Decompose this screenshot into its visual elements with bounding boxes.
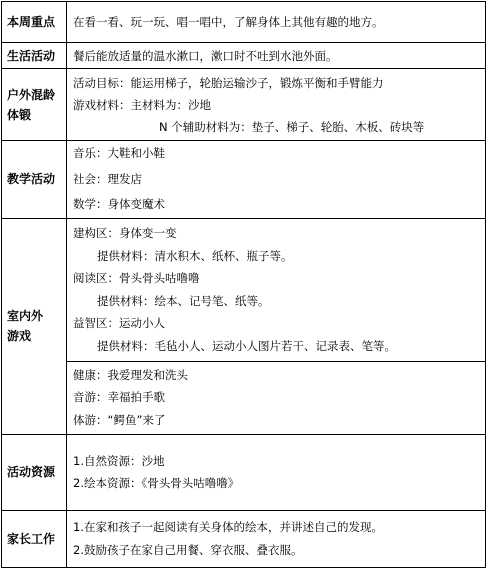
content-parent-work — [67, 510, 486, 567]
game-health-line: 健康：我爱理发和洗头 — [73, 367, 188, 382]
label-games-line2: 游戏 — [7, 329, 32, 343]
weekly-plan-table — [1, 1, 486, 568]
row-outdoor-mixed-age — [2, 69, 486, 141]
outdoor-goal-line: 活动目标：能运用梯子，轮胎运输沙子，锻炼平衡和手臂能力 — [73, 75, 384, 90]
life-activity-line: 餐后能放适量的温水漱口，漱口时不吐到水池外面。 — [73, 48, 338, 63]
area-puzzle-materials: 提供材料：毛毡小人、运动小人图片若干、记录表、笔等。 — [97, 338, 396, 353]
area-puzzle-line: 益智区：运动小人 — [73, 316, 165, 330]
outdoor-aux-material-line: N 个辅助材料为：垫子、梯子、轮胎、木板、砖块等 — [159, 119, 425, 134]
area-reading-materials: 提供材料：绘本、记号笔、纸等。 — [97, 293, 270, 308]
area-reading-line: 阅读区：骨头骨头咕噜噜 — [73, 271, 200, 285]
teaching-social-line: 社会：理发店 — [73, 171, 142, 186]
label-games-line1: 室内外 — [7, 309, 44, 323]
parent-work-line-1: 1.在家和孩子一起阅读有关身体的绘本，并讲述自己的发现。 — [73, 520, 383, 534]
label-indoor-outdoor-games — [2, 218, 67, 434]
label-parent-work: 家长工作 — [2, 510, 67, 567]
label-life-activity: 生活活动 — [2, 43, 67, 69]
row-activity-resources — [2, 434, 486, 510]
text-weekly-focus — [67, 2, 486, 43]
weekly-focus-line: 在看一看、玩一玩、唱一唱中，了解身体上其他有趣的地方。 — [73, 15, 384, 29]
row-indoor-outdoor-areas — [2, 218, 486, 361]
teaching-music-line: 音乐：大鞋和小鞋 — [73, 146, 165, 160]
row-parent-work — [2, 510, 486, 567]
resource-book-line: 2.绘本资源：《骨头骨头咕噜噜》 — [73, 476, 240, 490]
label-outdoor-mixed-age — [2, 69, 67, 141]
label-outdoor-line2: 体锻 — [7, 107, 32, 122]
game-music-line: 音游：幸福拍手歌 — [73, 390, 165, 405]
row-life-activity — [2, 43, 486, 69]
row-teaching-activity — [2, 141, 486, 219]
content-games — [67, 361, 486, 434]
text-life-activity — [67, 43, 486, 69]
content-teaching-activity — [67, 141, 486, 219]
row-indoor-outdoor-games — [2, 361, 486, 434]
row-weekly-focus — [2, 2, 486, 43]
label-weekly-focus: 本周重点 — [2, 2, 67, 43]
area-construction-line: 建构区：身体变一变 — [73, 226, 177, 240]
area-construction-materials: 提供材料：清水积木、纸杯、瓶子等。 — [97, 248, 293, 263]
game-sports-line: 体游：“鳄鱼”来了 — [73, 412, 166, 427]
label-teaching-activity: 教学活动 — [2, 141, 67, 219]
resource-nature-line: 1.自然资源：沙地 — [73, 453, 165, 468]
label-outdoor-line1: 户外混龄 — [7, 87, 56, 102]
parent-work-line-2: 2.鼓励孩子在家自己用餐、穿衣服、叠衣服。 — [73, 542, 303, 557]
content-outdoor-mixed-age — [67, 69, 486, 141]
teaching-math-line: 数学：身体变魔术 — [73, 197, 165, 211]
outdoor-material-line: 游戏材料：主材料为：沙地 — [73, 97, 211, 112]
label-activity-resources: 活动资源 — [2, 434, 67, 510]
content-activity-resources — [67, 434, 486, 510]
content-play-areas — [67, 218, 486, 361]
